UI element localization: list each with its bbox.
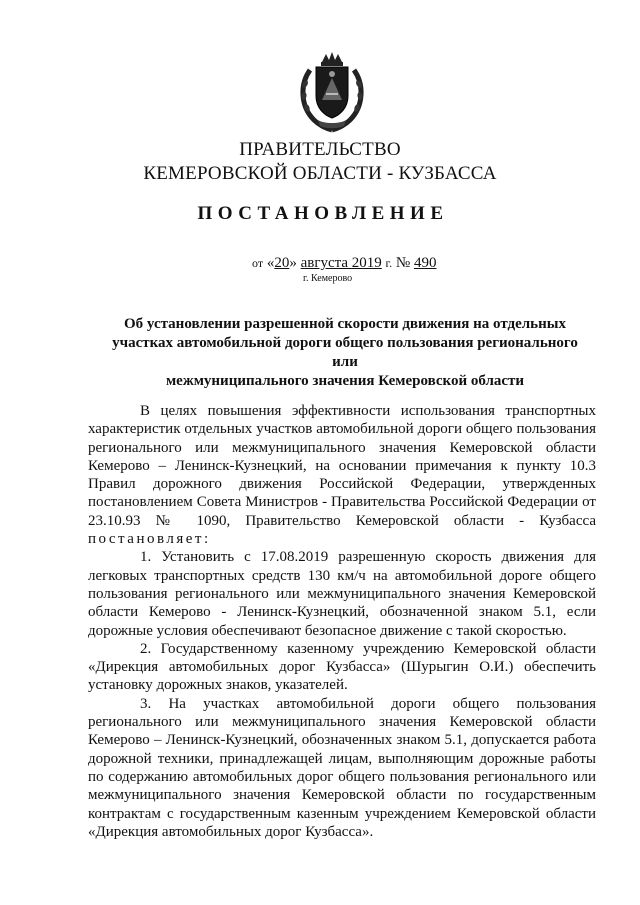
- document-number: 490: [413, 255, 437, 271]
- document-title: ПОСТАНОВЛЕНИЕ: [197, 203, 449, 224]
- paragraph-3: 3. На участках автомобильной дороги общего пользования регионального или межмуниципального значения Кемеровской области Кемерово – Ленинск-Кузнецкий, обозначенных знаком 5.1, допускается работа дорожной техники, принадлежащей лицам, выполняющим дорожные работы по содержанию автомобильных дорог общего пользования регионального или межмуниципального значения Кемеровской области по государственным контрактам с государственным казенным учреждением Кемеровской области «Дирекция автомобильных дорог Кузбасса».: [88, 695, 596, 840]
- date-g: г.: [385, 256, 393, 270]
- preamble-decree-word: постановляет:: [88, 531, 211, 548]
- document-subject: [100, 315, 590, 391]
- subject-line-3: межмуниципального значения Кемеровской области: [165, 373, 525, 389]
- coat-of-arms-icon: [296, 50, 368, 134]
- preamble-text: В целях повышения эффективности использования транспортных характеристик отдельных участков автомобильной дороги общего пользования регионального или межмуниципального значения Кемеровской области Кемерово – Ленинск-Кузнецкий, на основании примечания к пункту 10.3 Правил дорожного движения Российской Федерации, утвержденных постановлением Совета Министров - Правительства Российской Федерации от 23.10.93 № 1090, Правительство Кемеровской области - Кузбасса: [88, 403, 596, 529]
- government-line-1: ПРАВИТЕЛЬСТВО: [239, 139, 401, 160]
- document-city: г. Кемерово: [303, 273, 353, 284]
- subject-line-2: участках автомобильной дороги общего пользования регионального или: [112, 335, 578, 370]
- subject-line-1: Об установлении разрешенной скорости движения на отдельных: [124, 316, 566, 332]
- quote-close: »: [289, 255, 297, 271]
- paragraph-2: 2. Государственному казенному учреждению Кемеровской области «Дирекция автомобильных дорог Кузбасса» (Шурыгин О.И.) обеспечить установку дорожных знаков, указателей.: [88, 640, 596, 694]
- date-month-year: августа 2019: [300, 255, 382, 271]
- number-label: №: [395, 255, 411, 271]
- government-line-2: КЕМЕРОВСКОЙ ОБЛАСТИ - КУЗБАССА: [143, 163, 497, 184]
- paragraph-preamble: [88, 402, 596, 548]
- document-dateline: [252, 254, 436, 272]
- date-ot: от: [252, 256, 264, 270]
- date-day: 20: [274, 255, 290, 271]
- paragraph-1: 1. Установить с 17.08.2019 разрешенную скорость движения для легковых транспортных средств 130 км/ч на автомобильной дороге общего пользования регионального или межмуниципального значения Кемеровской области Кемерово - Ленинск-Кузнецкий, обозначенной знаком 5.1, если дорожные условия обеспечивают безопасное движение с такой скоростью.: [88, 549, 596, 639]
- document-body: [88, 402, 596, 841]
- quote-open: «: [266, 255, 275, 271]
